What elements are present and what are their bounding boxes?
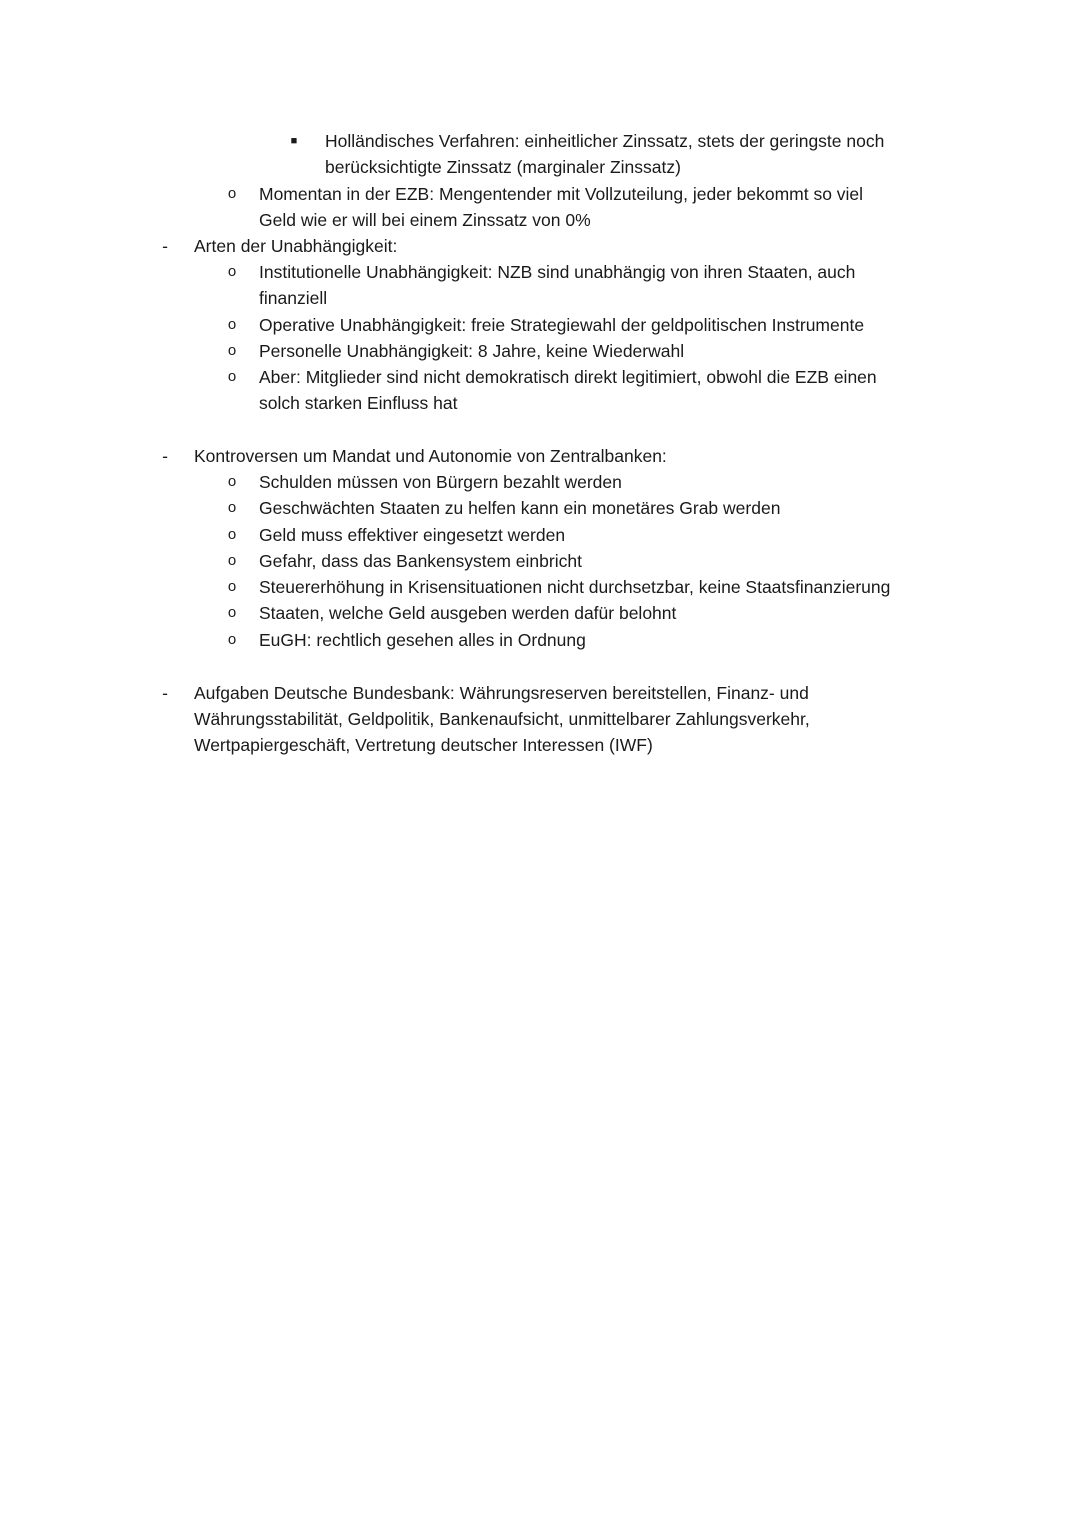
circle-bullet-icon: o <box>227 368 237 385</box>
square-bullet-icon: ■ <box>290 135 298 147</box>
dash-bullet-icon: - <box>162 236 168 256</box>
circle-bullet-icon: o <box>227 552 237 569</box>
circle-bullet-icon: o <box>227 185 237 202</box>
dash-bullet-icon: - <box>162 683 168 703</box>
arten-item-4-line-1: Aber: Mitglieder sind nicht demokratisch direkt legitimiert, obwohl die EZB einen <box>259 367 877 387</box>
kontroversen-item-5: Steuererhöhung in Krisensituationen nicht durchsetzbar, keine Staatsfinanzierung <box>259 577 891 597</box>
momentan-line-2: Geld wie er will bei einem Zinssatz von 0% <box>259 210 591 230</box>
circle-bullet-icon: o <box>227 316 237 333</box>
aufgaben-line-2: Währungsstabilität, Geldpolitik, Bankenaufsicht, unmittelbarer Zahlungsverkehr, <box>194 709 810 729</box>
hollaendisch-line-2: berücksichtigte Zinssatz (marginaler Zinssatz) <box>325 157 681 177</box>
arten-item-4-line-2: solch starken Einfluss hat <box>259 393 458 413</box>
arten-heading: Arten der Unabhängigkeit: <box>194 236 398 256</box>
circle-bullet-icon: o <box>227 263 237 280</box>
aufgaben-line-1: Aufgaben Deutsche Bundesbank: Währungsreserven bereitstellen, Finanz- und <box>194 683 809 703</box>
arten-item-1-line-2: finanziell <box>259 288 328 308</box>
circle-bullet-icon: o <box>227 473 237 490</box>
kontroversen-item-2: Geschwächten Staaten zu helfen kann ein monetäres Grab werden <box>259 498 781 518</box>
circle-bullet-icon: o <box>227 342 237 359</box>
circle-bullet-icon: o <box>227 499 237 516</box>
kontroversen-item-3: Geld muss effektiver eingesetzt werden <box>259 525 566 545</box>
kontroversen-item-1: Schulden müssen von Bürgern bezahlt werden <box>259 472 622 492</box>
arten-item-1-line-1: Institutionelle Unabhängigkeit: NZB sind unabhängig von ihren Staaten, auch <box>259 262 856 282</box>
circle-bullet-icon: o <box>227 578 237 595</box>
kontroversen-item-7: EuGH: rechtlich gesehen alles in Ordnung <box>259 630 586 650</box>
arten-item-3: Personelle Unabhängigkeit: 8 Jahre, keine Wiederwahl <box>259 341 685 361</box>
kontroversen-item-6: Staaten, welche Geld ausgeben werden dafür belohnt <box>259 603 677 623</box>
circle-bullet-icon: o <box>227 604 237 621</box>
aufgaben-line-3: Wertpapiergeschäft, Vertretung deutscher Interessen (IWF) <box>194 735 653 755</box>
circle-bullet-icon: o <box>227 526 237 543</box>
hollaendisch-line-1: Holländisches Verfahren: einheitlicher Zinssatz, stets der geringste noch <box>325 131 885 151</box>
arten-item-2: Operative Unabhängigkeit: freie Strategiewahl der geldpolitischen Instrumente <box>259 315 865 335</box>
circle-bullet-icon: o <box>227 631 237 648</box>
kontroversen-item-4: Gefahr, dass das Bankensystem einbricht <box>259 551 582 571</box>
dash-bullet-icon: - <box>162 446 168 466</box>
momentan-line-1: Momentan in der EZB: Mengentender mit Vollzuteilung, jeder bekommt so viel <box>259 184 864 204</box>
kontroversen-heading: Kontroversen um Mandat und Autonomie von Zentralbanken: <box>194 446 667 466</box>
